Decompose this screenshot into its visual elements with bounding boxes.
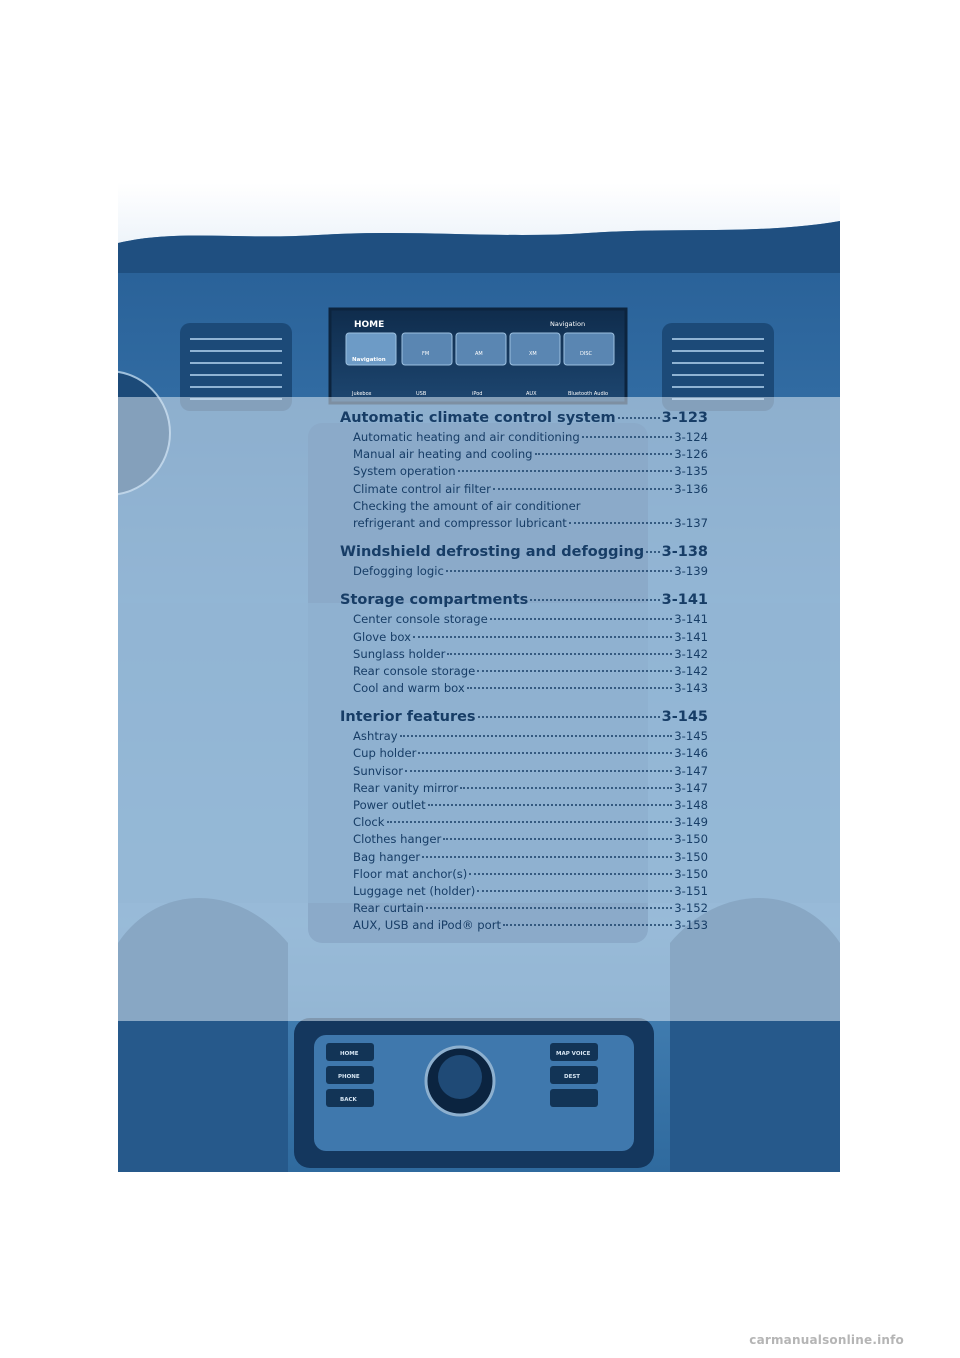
svg-text:AM: AM: [475, 351, 483, 357]
toc-entry[interactable]: Power outlet 3-148: [353, 798, 708, 812]
svg-text:XM: XM: [529, 351, 537, 357]
toc-section: [340, 541, 708, 580]
console-dest-button: DEST: [564, 1074, 581, 1080]
toc-section: [340, 407, 708, 532]
toc-entry[interactable]: Rear curtain 3-152: [353, 901, 708, 916]
toc-entry[interactable]: Clothes hanger 3-150: [353, 832, 708, 847]
toc-entry[interactable]: Checking the amount of air conditioner refrigerant and compressor lubricant 3-137: [353, 498, 708, 530]
screen-home-label: HOME: [354, 320, 385, 330]
toc-entry[interactable]: Cup holder 3-146: [353, 746, 708, 761]
toc-entry[interactable]: AUX, USB and iPod® port 3-153: [353, 918, 708, 933]
toc-entry[interactable]: Floor mat anchor(s) 3-150: [353, 866, 708, 881]
svg-text:Jukebox: Jukebox: [352, 391, 372, 397]
toc-entry[interactable]: Bag hanger 3-150: [353, 849, 708, 864]
svg-text:AUX: AUX: [526, 391, 537, 397]
toc-entry[interactable]: Ashtray 3-145: [353, 729, 708, 744]
console-home-button: HOME: [340, 1051, 359, 1057]
svg-text:Bluetooth Audio: Bluetooth Audio: [568, 391, 609, 397]
toc-entry[interactable]: Clock 3-149: [353, 815, 708, 830]
toc-entry[interactable]: Cool and warm box 3-143: [353, 681, 708, 696]
toc-entry[interactable]: Climate control air filter 3-136: [353, 481, 708, 496]
toc-entry[interactable]: Sunvisor 3-147: [353, 763, 708, 778]
toc-entry[interactable]: System operation 3-135: [353, 464, 708, 479]
toc-section-heading[interactable]: Interior features 3-145: [340, 709, 708, 726]
console-map-voice-button: MAP VOICE: [556, 1051, 591, 1057]
toc-section-heading[interactable]: Automatic climate control system 3-123: [340, 410, 708, 426]
toc-entry[interactable]: Defogging logic 3-139: [353, 564, 708, 579]
svg-text:USB: USB: [416, 391, 427, 397]
toc-entry[interactable]: Rear vanity mirror 3-147: [353, 780, 708, 795]
toc-section-heading[interactable]: Windshield defrosting and defogging 3-138: [340, 544, 708, 561]
toc-entry[interactable]: Sunglass holder 3-142: [353, 646, 708, 661]
toc-section: [340, 589, 708, 697]
svg-text:DISC: DISC: [580, 351, 592, 357]
console-phone-button: PHONE: [338, 1074, 360, 1080]
toc-section: [340, 706, 708, 934]
toc-entry[interactable]: Automatic heating and air conditioning 3-124: [353, 430, 708, 444]
watermark-text[interactable]: carmanualsonline.info: [749, 1333, 904, 1347]
toc-entry[interactable]: Rear console storage 3-142: [353, 663, 708, 678]
svg-text:Navigation: Navigation: [352, 357, 386, 363]
console-back-button: BACK: [340, 1097, 357, 1103]
table-of-contents: [340, 407, 708, 944]
toc-section-heading[interactable]: Storage compartments 3-141: [340, 592, 708, 609]
screen-nav-label: Navigation: [550, 320, 586, 328]
toc-entry[interactable]: Glove box 3-141: [353, 629, 708, 644]
toc-entry[interactable]: Luggage net (holder) 3-151: [353, 883, 708, 898]
svg-text:FM: FM: [422, 351, 430, 357]
toc-entry[interactable]: Manual air heating and cooling 3-126: [353, 447, 708, 462]
toc-entry[interactable]: Center console storage 3-141: [353, 612, 708, 627]
svg-text:iPod: iPod: [472, 391, 483, 397]
